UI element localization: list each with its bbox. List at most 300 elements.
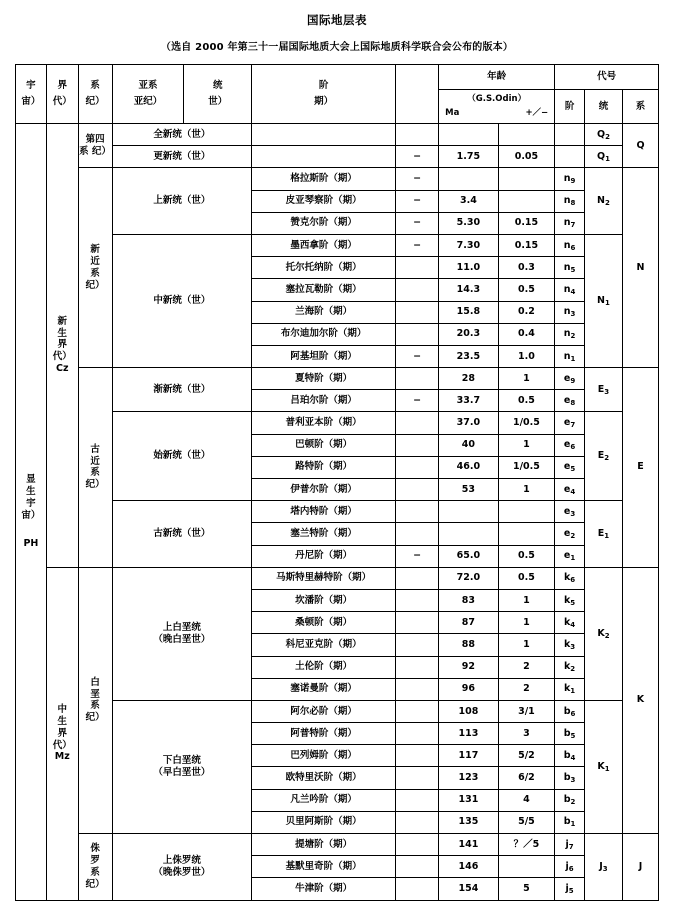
age-ma-cell: 146	[439, 856, 499, 878]
code-stage-cell	[555, 700, 585, 722]
code-stage-sub: 5	[570, 731, 576, 740]
code-stage-sub: 2	[570, 332, 576, 341]
header-subsystem-line2: 亚纪）	[133, 96, 163, 107]
age-pm-cell: 5	[498, 878, 555, 900]
dash-cell: −	[396, 390, 439, 412]
dash-cell	[396, 656, 439, 678]
code-stage-cell	[555, 523, 585, 545]
code-stage-sub: 1	[570, 354, 576, 363]
age-ma-cell: 141	[439, 834, 499, 856]
stage-cell: 夏特阶（期）	[252, 368, 396, 390]
code-stage-letter: e	[563, 461, 571, 473]
series-pleistocene: 更新统（世）	[112, 146, 252, 168]
code-stage-letter: b	[563, 816, 571, 828]
code-stage-cell	[555, 345, 585, 367]
eon-phanerozoic	[16, 124, 47, 901]
code-stage-cell	[555, 878, 585, 900]
age-pm-cell	[498, 168, 555, 190]
age-ma-cell: 72.0	[439, 567, 499, 589]
system-line: 新	[90, 243, 100, 255]
code-stage-letter: e	[563, 417, 571, 429]
international-stratigraphic-table	[15, 64, 659, 901]
age-pm-cell: 0.5	[498, 545, 555, 567]
dash-cell	[396, 723, 439, 745]
code-stage-cell	[555, 612, 585, 634]
system-line: 垩	[90, 688, 100, 700]
code-stage-sub: 3	[570, 776, 576, 785]
code-stage-letter: b	[563, 727, 571, 739]
code-series-sub: 2	[604, 631, 610, 640]
era-cenozoic	[46, 124, 78, 568]
code-stage-letter: k	[563, 616, 571, 628]
age-ma-cell: 123	[439, 767, 499, 789]
code-stage-letter: k	[563, 683, 571, 695]
code-series-letter: Q	[596, 150, 606, 162]
code-stage-letter: k	[563, 638, 571, 650]
age-ma-cell: 131	[439, 789, 499, 811]
age-ma-cell: 28	[439, 368, 499, 390]
code-series-letter: E	[597, 383, 605, 395]
code-stage-letter: n	[563, 350, 571, 362]
code-stage-cell	[555, 789, 585, 811]
series-upper-jurassic	[112, 834, 252, 901]
code-stage-letter: j	[565, 860, 569, 872]
code-series-cell	[584, 234, 622, 367]
age-pm-cell	[498, 190, 555, 212]
system-line: 纪）	[85, 712, 105, 724]
code-stage-cell	[555, 767, 585, 789]
code-series-sub: 1	[605, 299, 610, 308]
age-pm-cell: 2	[498, 656, 555, 678]
code-stage-cell	[555, 856, 585, 878]
code-stage-sub: 5	[570, 598, 576, 607]
code-stage-cell	[555, 656, 585, 678]
header-age-ma: Ma	[445, 108, 460, 118]
age-ma-cell: 37.0	[439, 412, 499, 434]
stage-cell: 凡兰吟阶（期）	[252, 789, 396, 811]
code-stage-cell	[555, 479, 585, 501]
stage-cell: 皮亚琴察阶（期）	[252, 190, 396, 212]
header-dash-column	[396, 65, 439, 124]
series-oligocene: 渐新统（世）	[112, 368, 252, 412]
code-stage-letter: b	[563, 772, 571, 784]
system-line: 系	[90, 267, 100, 279]
system-line: 罗	[90, 854, 100, 866]
header-subsystem	[112, 65, 184, 124]
table-row	[16, 168, 659, 190]
age-ma-cell	[439, 523, 499, 545]
age-ma-cell: 96	[439, 678, 499, 700]
code-stage-sub: 3	[570, 642, 576, 651]
dash-cell: −	[396, 545, 439, 567]
table-row	[16, 834, 659, 856]
era-line: 中	[57, 703, 67, 715]
age-pm-cell: 1/0.5	[498, 412, 555, 434]
code-stage-cell	[555, 146, 585, 168]
dash-cell	[396, 745, 439, 767]
code-series-letter: J	[599, 860, 603, 872]
code-system-cell	[622, 168, 658, 368]
stage-cell: 伊普尔阶（期）	[252, 479, 396, 501]
age-pm-cell	[498, 501, 555, 523]
dash-cell	[396, 700, 439, 722]
age-ma-cell: 15.8	[439, 301, 499, 323]
code-system-letter: N	[636, 261, 645, 273]
code-stage-cell	[555, 589, 585, 611]
code-series-cell	[584, 501, 622, 568]
system-line: 纪）	[85, 878, 105, 890]
stage-cell: 马斯特里赫特阶（期）	[252, 567, 396, 589]
dash-cell	[396, 523, 439, 545]
age-pm-cell: 3	[498, 723, 555, 745]
code-stage-letter: e	[563, 505, 571, 517]
code-stage-sub: 5	[568, 887, 574, 896]
code-series-sub: 2	[605, 199, 610, 208]
eon-line: 宇	[26, 497, 36, 509]
code-series-sub: 3	[604, 387, 610, 396]
code-series-letter: Q	[596, 128, 606, 140]
age-ma-cell: 40	[439, 434, 499, 456]
dash-cell	[396, 789, 439, 811]
code-stage-sub: 3	[570, 509, 576, 518]
code-stage-letter: e	[563, 483, 571, 495]
age-ma-cell: 14.3	[439, 279, 499, 301]
stage-cell: 桑顿阶（期）	[252, 612, 396, 634]
code-stage-cell	[555, 434, 585, 456]
age-pm-cell: 0.2	[498, 301, 555, 323]
table-row	[16, 501, 659, 523]
system-neogene	[78, 168, 112, 368]
header-stage-line1: 阶	[318, 80, 329, 92]
code-stage-cell	[555, 723, 585, 745]
dash-cell	[396, 456, 439, 478]
code-stage-letter: n	[563, 328, 571, 340]
era-line: 生	[57, 327, 67, 339]
era-line: 代）	[52, 739, 72, 751]
age-ma-cell: 7.30	[439, 234, 499, 256]
table-row	[16, 368, 659, 390]
age-ma-cell: 117	[439, 745, 499, 767]
code-stage-letter: j	[565, 838, 569, 850]
header-age-pm: +／−	[525, 108, 549, 118]
stage-cell: 提塘阶（期）	[252, 834, 396, 856]
dash-cell	[396, 301, 439, 323]
code-stage-cell	[555, 168, 585, 190]
stage-cell: 阿普特阶（期）	[252, 723, 396, 745]
age-pm-cell: 2	[498, 678, 555, 700]
code-series-cell	[584, 124, 622, 146]
code-stage-cell	[555, 567, 585, 589]
code-stage-cell	[555, 390, 585, 412]
age-ma-cell: 88	[439, 634, 499, 656]
series-name: 下白垩统	[162, 755, 201, 767]
table-row	[16, 412, 659, 434]
code-stage-cell	[555, 456, 585, 478]
header-eon	[16, 65, 47, 124]
code-stage-cell	[555, 811, 585, 833]
code-series-sub: 1	[605, 154, 610, 163]
header-subsystem-line1: 亚系	[138, 80, 158, 92]
age-pm-cell: 5/2	[498, 745, 555, 767]
stage-cell: 丹尼阶（期）	[252, 545, 396, 567]
age-pm-cell: 0.15	[498, 234, 555, 256]
dash-cell	[396, 567, 439, 589]
code-stage-cell	[555, 745, 585, 767]
code-stage-cell	[555, 678, 585, 700]
code-stage-sub: 8	[570, 199, 576, 208]
code-stage-sub: 2	[570, 532, 576, 541]
stage-cell: 赞克尔阶（期）	[252, 212, 396, 234]
age-pm-cell: 0.15	[498, 212, 555, 234]
header-age-source: （G.S.Odin）	[467, 94, 527, 105]
series-pliocene: 上新统（世）	[112, 168, 252, 235]
age-ma-cell: 92	[439, 656, 499, 678]
code-stage-letter: b	[563, 705, 571, 717]
code-stage-cell	[555, 545, 585, 567]
header-eon-line1: 宇	[26, 80, 36, 92]
code-series-cell	[584, 368, 622, 412]
header-era	[46, 65, 78, 124]
stage-cell: 吕珀尔阶（期）	[252, 390, 396, 412]
code-stage-letter: k	[563, 594, 571, 606]
series-miocene: 中新统（世）	[112, 234, 252, 367]
age-pm-cell: 0.4	[498, 323, 555, 345]
age-ma-cell: 20.3	[439, 323, 499, 345]
code-stage-cell	[555, 323, 585, 345]
header-code-system: 系	[622, 90, 658, 124]
series-eocene: 始新统（世）	[112, 412, 252, 501]
age-pm-cell	[498, 124, 555, 146]
era-symbol: Mz	[54, 751, 70, 763]
code-stage-sub: 6	[570, 243, 576, 252]
code-stage-sub: 1	[570, 687, 576, 696]
stage-cell: 布尔迪加尔阶（期）	[252, 323, 396, 345]
system-line: 近	[90, 455, 100, 467]
eon-line: 显	[26, 474, 36, 486]
era-line: 界	[57, 339, 67, 351]
system-line: 系	[90, 866, 100, 878]
table-row	[16, 146, 659, 168]
header-eon-line2: 宙）	[21, 96, 41, 107]
page-subtitle: （选自 2000 年第三十一届国际地质大会上国际地质科学联合会公布的版本）	[160, 42, 514, 53]
code-system-cell	[622, 567, 658, 833]
code-series-sub: 2	[605, 132, 610, 141]
header-system-line2: 纪）	[85, 96, 105, 107]
age-ma-cell: 3.4	[439, 190, 499, 212]
series-subname: （早白垩世）	[153, 766, 211, 778]
dash-cell	[396, 124, 439, 146]
age-pm-cell: 4	[498, 789, 555, 811]
code-stage-sub: 1	[570, 554, 576, 563]
age-pm-cell: 5/5	[498, 811, 555, 833]
code-stage-sub: 6	[570, 709, 576, 718]
age-ma-cell: 87	[439, 612, 499, 634]
code-stage-sub: 2	[570, 798, 576, 807]
dash-cell: −	[396, 146, 439, 168]
stage-cell: 塞诺曼阶（期）	[252, 678, 396, 700]
code-stage-sub: 4	[570, 620, 576, 629]
code-stage-sub: 7	[570, 221, 576, 230]
stage-cell: 阿基坦阶（期）	[252, 345, 396, 367]
stage-cell	[252, 146, 396, 168]
age-ma-cell: 11.0	[439, 257, 499, 279]
code-series-sub: 1	[604, 765, 610, 773]
code-stage-cell	[555, 279, 585, 301]
dash-cell	[396, 479, 439, 501]
code-series-cell	[584, 146, 622, 168]
system-paleogene	[78, 368, 112, 568]
code-system-cell	[622, 834, 658, 901]
code-stage-sub: 4	[570, 487, 576, 496]
code-stage-sub: 3	[570, 310, 576, 319]
age-pm-cell: 1	[498, 368, 555, 390]
stage-cell: 牛津阶（期）	[252, 878, 396, 900]
code-stage-letter: n	[563, 306, 571, 318]
code-stage-sub: 5	[570, 465, 576, 474]
header-age-source-cell	[439, 90, 555, 124]
code-stage-sub: 7	[570, 421, 576, 430]
dash-cell	[396, 767, 439, 789]
code-series-letter: N	[597, 195, 605, 207]
age-pm-cell: 1	[498, 634, 555, 656]
code-stage-letter: k	[563, 572, 571, 584]
code-stage-cell	[555, 634, 585, 656]
dash-cell	[396, 589, 439, 611]
stage-cell: 格拉斯阶（期）	[252, 168, 396, 190]
code-stage-sub: 9	[570, 177, 576, 186]
code-series-letter: E	[597, 450, 605, 462]
code-stage-sub: 4	[570, 287, 576, 296]
header-system-line1: 系	[90, 80, 100, 92]
series-holocene: 全新统（世）	[112, 124, 252, 146]
code-stage-cell	[555, 301, 585, 323]
code-stage-cell	[555, 190, 585, 212]
code-series-cell	[584, 412, 622, 501]
stage-cell: 欧特里沃阶（期）	[252, 767, 396, 789]
age-ma-cell: 5.30	[439, 212, 499, 234]
stage-cell: 塞兰特阶（期）	[252, 523, 396, 545]
code-stage-cell	[555, 257, 585, 279]
age-pm-cell: 1	[498, 589, 555, 611]
stage-cell: 基默里奇阶（期）	[252, 856, 396, 878]
code-stage-letter: e	[563, 528, 571, 540]
page-title: 国际地层表	[307, 13, 367, 27]
table-row	[16, 124, 659, 146]
system-line: 第四	[85, 133, 105, 145]
code-stage-cell	[555, 412, 585, 434]
header-stage-line2: 期）	[314, 96, 334, 107]
age-ma-cell	[439, 168, 499, 190]
series-subname: （晚白垩世）	[153, 633, 211, 645]
code-series-cell	[584, 834, 622, 901]
header-system	[78, 65, 112, 124]
age-pm-cell: 1	[498, 612, 555, 634]
eon-line: 宙）	[21, 509, 41, 521]
age-ma-cell: 1.75	[439, 146, 499, 168]
code-stage-letter: n	[563, 261, 571, 273]
dash-cell	[396, 279, 439, 301]
code-series-sub: 3	[602, 864, 608, 873]
age-ma-cell	[439, 501, 499, 523]
dash-cell: −	[396, 212, 439, 234]
dash-cell	[396, 501, 439, 523]
series-paleocene: 古新统（世）	[112, 501, 252, 568]
table-row	[16, 700, 659, 722]
age-pm-cell	[498, 523, 555, 545]
table-row	[16, 567, 659, 589]
dash-cell: −	[396, 190, 439, 212]
code-stage-sub: 4	[570, 753, 576, 762]
era-line: 界	[57, 727, 67, 739]
code-stage-cell	[555, 501, 585, 523]
system-cretaceous	[78, 567, 112, 833]
code-stage-letter: e	[563, 372, 571, 384]
age-pm-cell: 1/0.5	[498, 456, 555, 478]
stage-cell: 普利亚本阶（期）	[252, 412, 396, 434]
stage-cell: 托尔托纳阶（期）	[252, 257, 396, 279]
system-line: 纪）	[85, 479, 105, 491]
era-line: 生	[57, 715, 67, 727]
table-row	[16, 234, 659, 256]
stage-cell: 兰海阶（期）	[252, 301, 396, 323]
stage-cell: 路特阶（期）	[252, 456, 396, 478]
code-stage-sub: 9	[570, 376, 576, 385]
dash-cell	[396, 634, 439, 656]
system-jurassic	[78, 834, 112, 901]
dash-cell	[396, 834, 439, 856]
code-stage-sub: 6	[570, 443, 576, 452]
code-stage-sub: 6	[568, 864, 574, 873]
series-subname: （晚侏罗世）	[153, 866, 211, 878]
age-ma-cell: 108	[439, 700, 499, 722]
system-line: 系 纪）	[79, 145, 111, 157]
age-pm-cell: 0.5	[498, 567, 555, 589]
header-series-line1: 统	[213, 80, 223, 92]
table-header-row	[16, 65, 659, 90]
stage-cell: 巴顿阶（期）	[252, 434, 396, 456]
dash-cell	[396, 878, 439, 900]
header-code-stage: 阶	[555, 90, 585, 124]
header-code-group: 代号	[555, 65, 659, 90]
code-system-cell	[622, 368, 658, 568]
dash-cell	[396, 257, 439, 279]
age-ma-cell: 154	[439, 878, 499, 900]
code-stage-cell	[555, 212, 585, 234]
code-stage-letter: n	[563, 283, 571, 295]
stage-cell: 土伦阶（期）	[252, 656, 396, 678]
system-line: 古	[90, 443, 100, 455]
system-line: 系	[90, 467, 100, 479]
header-age-group: 年龄	[439, 65, 555, 90]
header-stage	[252, 65, 396, 124]
stage-cell: 坎潘阶（期）	[252, 589, 396, 611]
code-stage-letter: b	[563, 749, 571, 761]
series-upper-cretaceous	[112, 567, 252, 700]
stage-cell: 墨西拿阶（期）	[252, 234, 396, 256]
code-system-letter: K	[636, 694, 645, 706]
stage-cell	[252, 124, 396, 146]
header-era-line2: 代）	[52, 96, 72, 107]
dash-cell	[396, 811, 439, 833]
stage-cell: 贝里阿斯阶（期）	[252, 811, 396, 833]
age-ma-cell: 53	[439, 479, 499, 501]
code-stage-letter: e	[563, 394, 571, 406]
eon-line: 生	[26, 485, 36, 497]
code-stage-letter: b	[563, 794, 571, 806]
code-stage-letter: j	[565, 883, 569, 895]
dash-cell	[396, 368, 439, 390]
header-code-series: 统	[584, 90, 622, 124]
